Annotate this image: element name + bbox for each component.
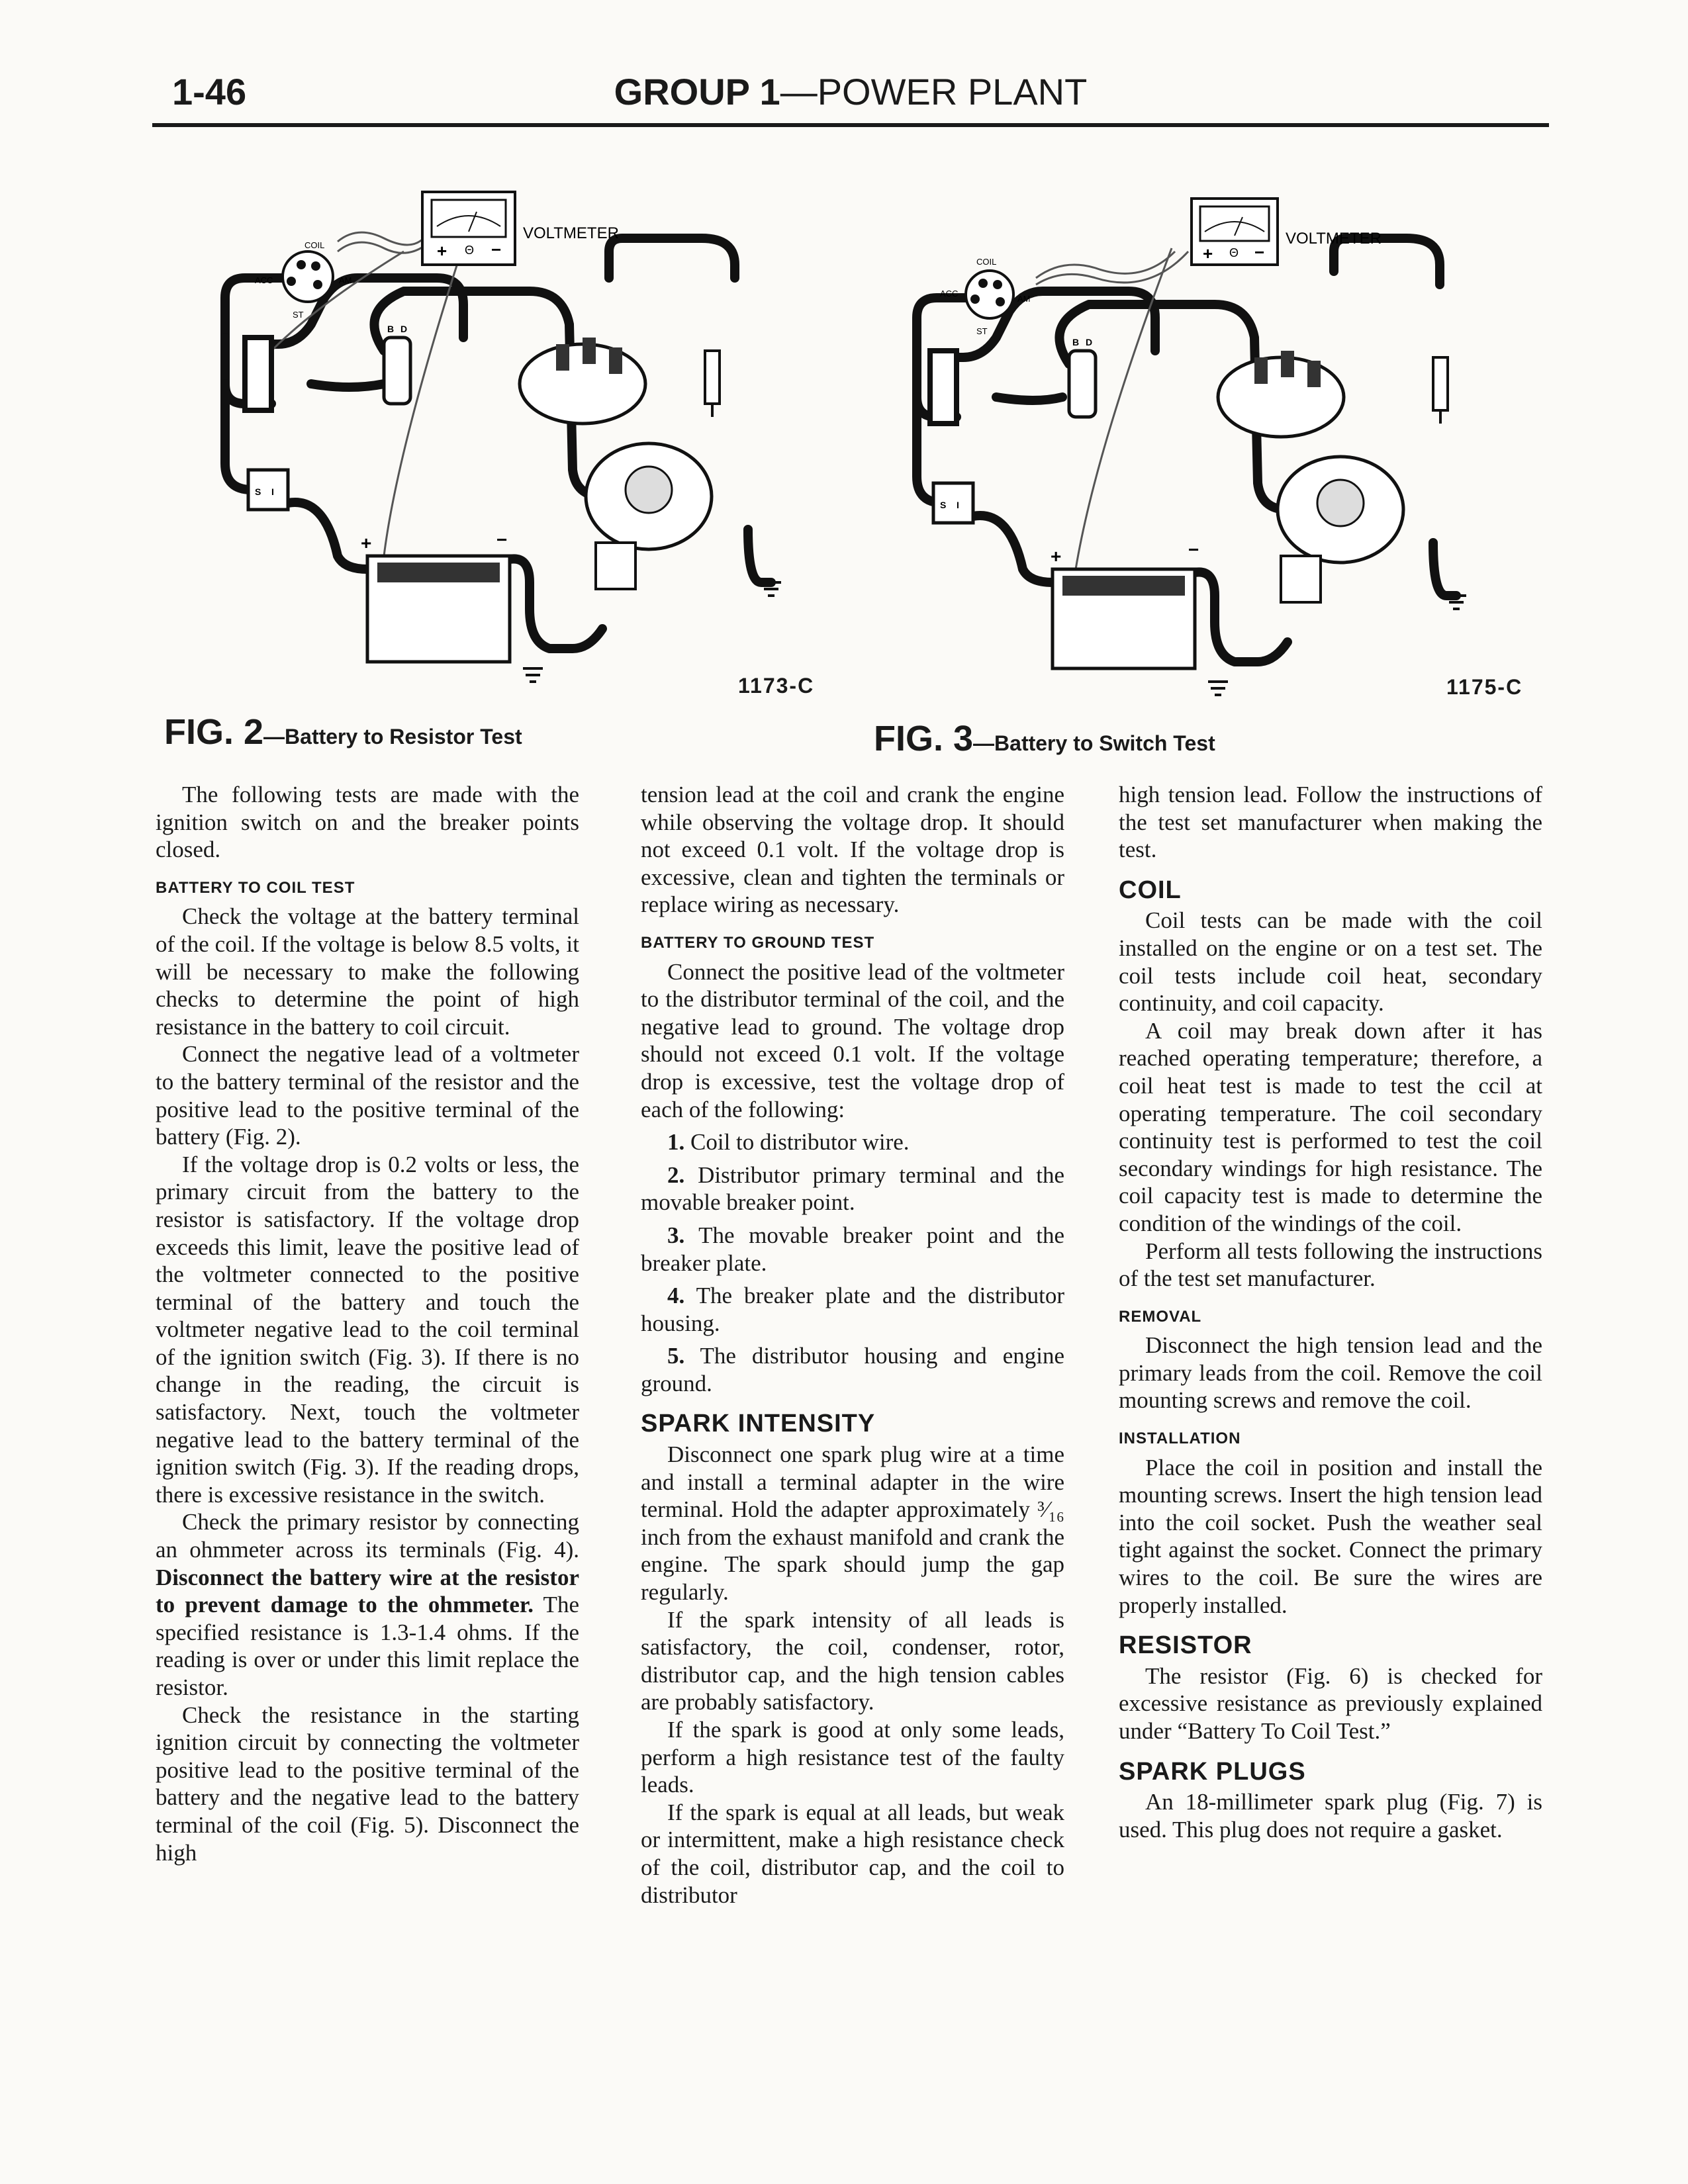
paragraph: The resistor (Fig. 6) is checked for excessive resistance as previously explained under “Battery To Coil Test.” <box>1119 1662 1542 1744</box>
paragraph: Check the voltage at the battery terminal of the coil. If the voltage is below 8.5 volts, it will be necessary to make the following checks to determine the point of high resistance in the battery to coil circuit. <box>156 903 579 1040</box>
ignition-coil-icon <box>1069 351 1096 417</box>
figure-3-diagram <box>877 185 1546 708</box>
paragraph: Disconnect the high tension lead and the primary leads from the coil. Remove the coil mounting screws and remove the coil. <box>1119 1332 1542 1414</box>
svg-text:COIL: COIL <box>305 240 325 250</box>
svg-text:B: B <box>1072 337 1080 347</box>
paragraph: tension lead at the coil and crank the engine while observing the voltage drop. It should not exceed 0.1 volt. If the voltage drop is excessive, clean and tighten the terminals or replace wiring as necessary. <box>641 782 1064 918</box>
figure-3-caption: FIG. 3—Battery to Switch Test <box>874 719 1215 758</box>
section-heading: REMOVAL <box>1119 1307 1202 1326</box>
list-item: 3. The movable breaker point and the breaker plate. <box>641 1222 1064 1276</box>
section-heading: SPARK INTENSITY <box>641 1410 876 1438</box>
paragraph: The following tests are made with the ignition switch on and the breaker points closed. <box>156 782 579 863</box>
list-item: 1. Coil to distributor wire. <box>667 1129 910 1156</box>
page-header <box>152 66 1549 126</box>
text-column-1 <box>156 781 579 1866</box>
svg-text:B: B <box>387 324 395 334</box>
distributor-cap-icon <box>520 338 645 424</box>
figure-2-number: 1173-C <box>738 674 815 698</box>
svg-text:I: I <box>271 486 274 497</box>
paragraph: If the spark is equal at all leads, but weak or intermittent, make a high resistance check of the coil, distributor cap, and the coil to distributor <box>641 1799 1064 1908</box>
svg-text:ACC: ACC <box>255 275 273 285</box>
svg-text:S: S <box>940 500 947 510</box>
text-column-3 <box>1119 781 1542 1843</box>
starter-relay-icon <box>933 483 973 523</box>
svg-text:+: + <box>361 533 372 553</box>
battery-icon <box>361 529 510 662</box>
group-title-bold: GROUP 1 <box>614 71 780 113</box>
paragraph: Perform all tests following the instructions of the test set manufacturer. <box>1119 1238 1542 1292</box>
svg-text:D: D <box>400 324 408 334</box>
paragraph: Disconnect one spark plug wire at a time and install a terminal adapter in the wire terminal. Hold the adapter approximately ³⁄₁₆ inch from the exhaust manifold and crank the engine. The spark should jump the gap regularly. <box>641 1441 1064 1606</box>
section-heading: COIL <box>1119 876 1182 904</box>
distributor-cap-icon <box>1218 351 1344 437</box>
group-title-rest: —POWER PLANT <box>780 71 1088 113</box>
section-heading: BATTERY TO COIL TEST <box>156 878 355 897</box>
section-heading: INSTALLATION <box>1119 1430 1241 1448</box>
figure-3-wiring-svg <box>877 185 1546 708</box>
ignition-coil-icon <box>384 338 410 404</box>
svg-text:+: + <box>437 241 447 261</box>
ground-icon <box>1208 596 1466 695</box>
list-item: 5. The distributor housing and engine ground. <box>641 1343 1064 1396</box>
ignition-switch-icon <box>966 271 1013 318</box>
figure-2-diagram <box>185 185 854 708</box>
svg-text:I: I <box>957 500 959 510</box>
list-item: 4. The breaker plate and the distributor housing. <box>641 1283 1064 1336</box>
voltmeter-label: VOLTMETER <box>1286 230 1382 248</box>
paragraph: Connect the negative lead of a voltmeter to the battery terminal of the resistor and the positive lead to the positive terminal of the battery (Fig. 2). <box>156 1041 579 1150</box>
paragraph: If the spark is good at only some leads, perform a high resistance test of the faulty leads. <box>641 1717 1064 1798</box>
svg-text:−: − <box>496 529 508 550</box>
paragraph: Check the primary resistor by connecting an ohmmeter across its terminals (Fig. 4). Disconnect the battery wire at the resistor to prevent damage to the ohmmeter. The specified resistance is 1.3-1.4 ohms. If the reading is over or under this limit replace the resistor. <box>156 1509 579 1700</box>
paragraph: Place the coil in position and install the mounting screws. Insert the high tension lead into the coil socket. Push the weather seal tight against the socket. Connect the primary wires to the coil. Be sure the wires are properly installed. <box>1119 1454 1542 1618</box>
section-heading: RESISTOR <box>1119 1631 1252 1660</box>
resistor-icon <box>930 351 957 424</box>
paragraph: If the spark intensity of all leads is satisfactory, the coil, condenser, rotor, distributor cap, and the high tension cables are probably satisfactory. <box>641 1606 1064 1715</box>
paragraph: high tension lead. Follow the instructions of the test set manufacturer when making the test. <box>1119 782 1542 863</box>
text-column-2 <box>641 781 1064 1909</box>
svg-text:Θ: Θ <box>1229 246 1239 259</box>
page-number: 1-46 <box>172 71 247 113</box>
starter-relay-icon <box>248 470 288 510</box>
svg-text:AM: AM <box>339 275 352 285</box>
paragraph: Connect the positive lead of the voltmeter to the distributor terminal of the coil, and the negative lead to ground. The voltage drop should not exceed 0.1 volt. If the voltage drop is excessive, test the voltage drop of each of the following: <box>641 958 1064 1122</box>
svg-text:AM: AM <box>1017 294 1031 304</box>
ignition-switch-icon <box>283 251 333 302</box>
battery-icon <box>1051 539 1199 668</box>
paragraph: Coil tests can be made with the coil installed on the engine or on a test set. The coil tests include coil heat, secondary continuity, and coil capacity. <box>1119 907 1542 1017</box>
svg-text:Θ: Θ <box>465 244 475 257</box>
list-item: 2. Distributor primary terminal and the movable breaker point. <box>641 1161 1064 1216</box>
svg-text:−: − <box>1188 539 1199 560</box>
distributor-icon <box>1278 457 1403 602</box>
svg-text:ST: ST <box>293 310 304 320</box>
figure-2-wiring-svg <box>185 185 854 708</box>
figure-3-number: 1175-C <box>1446 675 1523 699</box>
svg-text:+: + <box>1051 546 1062 567</box>
svg-text:COIL: COIL <box>976 257 997 267</box>
figure-2-caption: FIG. 2—Battery to Resistor Test <box>164 712 522 752</box>
resistor-icon <box>245 338 271 410</box>
svg-text:+: + <box>1203 244 1213 263</box>
paragraph: Check the resistance in the starting ignition circuit by connecting the voltmeter positive lead to the positive terminal of the battery and the negative lead to the battery terminal of the coil (Fig. 5). Disconnect the high <box>156 1702 579 1866</box>
spark-plug-icon <box>1433 357 1448 424</box>
paragraph: If the voltage drop is 0.2 volts or less, the primary circuit from the battery to the resistor is satisfactory. If the voltage drop exceeds this limit, leave the positive lead of the voltmeter connected to the positive terminal of the battery and touch the voltmeter negative lead to the coil terminal of the ignition switch (Fig. 3). If there is no change in the reading, the circuit is satisfactory. Next, touch the voltmeter negative lead to the battery terminal of the ignition switch (Fig. 3). If the reading drops, there is excessive resistance in the switch. <box>156 1151 579 1508</box>
svg-text:−: − <box>1254 242 1265 262</box>
svg-text:−: − <box>491 240 502 259</box>
section-heading: SPARK PLUGS <box>1119 1757 1306 1786</box>
svg-text:D: D <box>1086 337 1093 347</box>
voltmeter-label: VOLTMETER <box>523 224 619 242</box>
svg-text:ACC: ACC <box>940 289 959 298</box>
paragraph: An 18-millimeter spark plug (Fig. 7) is used. This plug does not require a gasket. <box>1119 1789 1542 1843</box>
ground-icon <box>523 582 781 682</box>
group-title <box>152 70 1549 113</box>
svg-text:S: S <box>255 486 261 497</box>
header-rule <box>152 123 1549 127</box>
spark-plug-icon <box>705 351 720 417</box>
section-heading: BATTERY TO GROUND TEST <box>641 933 875 952</box>
distributor-icon <box>586 443 712 589</box>
paragraph: A coil may break down after it has reached operating temperature; therefore, a coil heat test is made to test the ccil at operating temperature. The coil secondary continuity test is performed to test the coil secondary windings for high resistance. The coil capacity test is made to determine the condition of the windings of the coil. <box>1119 1017 1542 1236</box>
svg-text:ST: ST <box>976 326 988 336</box>
